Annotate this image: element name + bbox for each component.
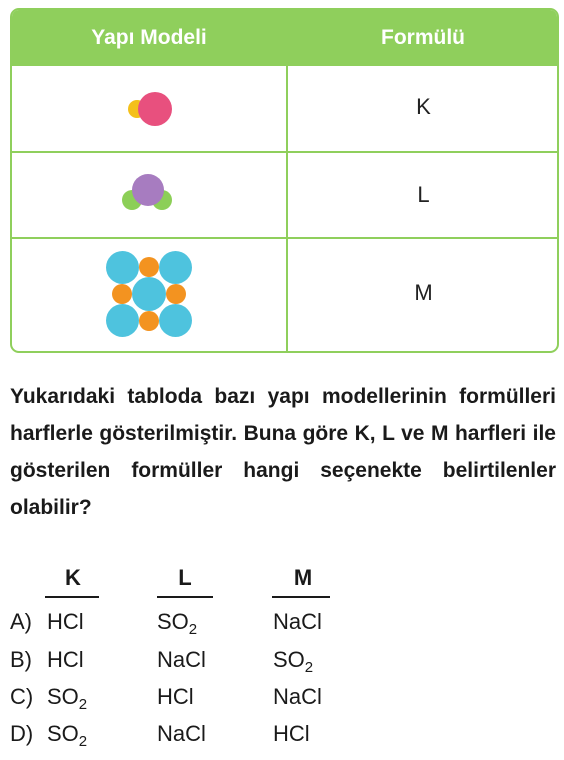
diatomic-molecule-icon — [126, 92, 176, 126]
formula-letter-m: M — [414, 280, 433, 305]
row-divider — [12, 151, 557, 153]
option-m-value: NaCl — [273, 609, 322, 634]
answer-header-l: L — [178, 565, 192, 590]
header-structure-model: Yapı Modeli — [91, 26, 207, 49]
cyan-ion — [106, 304, 139, 337]
option-l-value: HCl — [157, 684, 194, 709]
option-l-value: NaCl — [157, 647, 206, 672]
option-label: D) — [10, 721, 34, 746]
option-m-value: NaCl — [273, 684, 322, 709]
pink-atom — [138, 92, 172, 126]
orange-ion — [112, 284, 132, 304]
orange-ion — [166, 284, 186, 304]
formula-letter-l: L — [417, 182, 430, 207]
option-label: B) — [10, 647, 32, 672]
option-k-value: $SO_2$ — [47, 721, 88, 750]
answer-header-underline — [45, 596, 99, 598]
answer-header-underline — [157, 596, 213, 598]
formula-letter-k: K — [416, 94, 431, 119]
option-k-value: HCl — [47, 609, 84, 634]
cyan-ion — [106, 251, 139, 284]
answer-header-underline — [272, 596, 330, 598]
answer-header-k: K — [65, 565, 81, 590]
option-label: C) — [10, 684, 34, 709]
answer-header-m: M — [293, 565, 313, 590]
option-l-value: $SO_2$ — [157, 609, 198, 638]
orange-ion — [139, 311, 159, 331]
option-m-value: $SO_2$ — [273, 647, 314, 676]
orange-ion — [139, 257, 159, 277]
ionic-crystal-icon — [106, 251, 192, 337]
table-header — [12, 10, 557, 66]
option-l-value: NaCl — [157, 721, 206, 746]
structure-table — [10, 8, 559, 353]
question-text: Yukarıdaki tabloda bazı yapı modellerinin formülleri harflerle gösterilmiştir. Buna göre K, L ve M harfleri ile gösterilen formüller hangi seçenekte belirtilenler olabilir? — [10, 385, 556, 519]
cyan-ion — [159, 251, 192, 284]
header-formula: Formülü — [381, 26, 465, 49]
option-m-value: HCl — [273, 721, 310, 746]
option-k-value: HCl — [47, 647, 84, 672]
purple-atom — [132, 174, 164, 206]
cyan-ion — [159, 304, 192, 337]
row-divider — [12, 237, 557, 239]
cyan-ion — [132, 277, 166, 311]
triatomic-molecule-icon — [122, 174, 178, 214]
option-k-value: $SO_2$ — [47, 684, 88, 713]
option-label: A) — [10, 609, 32, 634]
